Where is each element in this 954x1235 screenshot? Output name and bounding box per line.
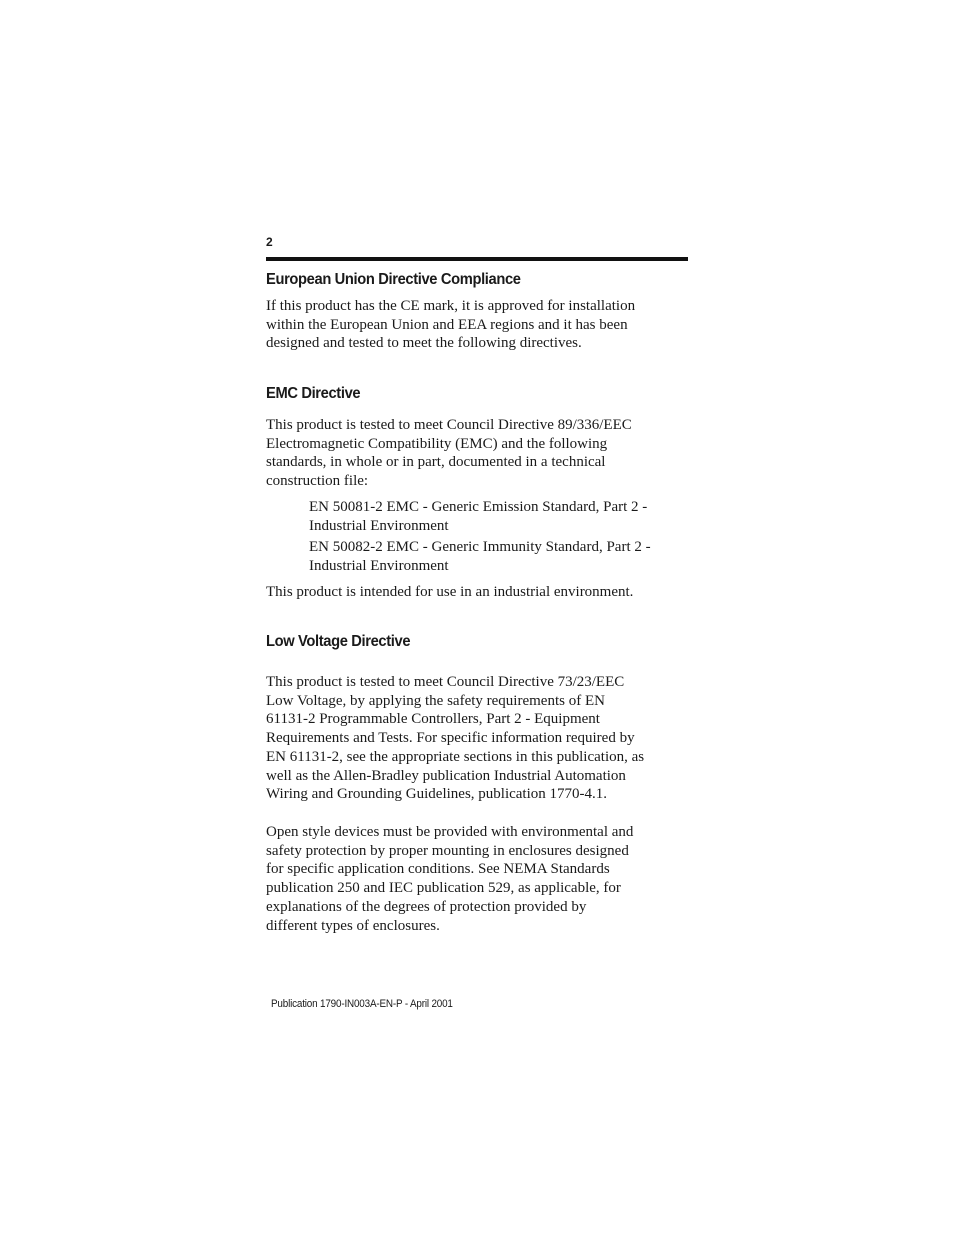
page-number: 2	[266, 235, 273, 249]
emc-directive-closing: This product is intended for use in an industrial environment.	[266, 584, 634, 600]
enclosure-body: Open style devices must be provided with environmental and safety protection by proper mounting in enclosures designed for specific application conditions. See NEMA Standards publication 250 and IEC publication 529, as applicable, for explanations of the degrees of protection provided by different types of enclosures.	[266, 824, 634, 934]
emc-standard-item: EN 50082-2 EMC - Generic Immunity Standard, Part 2 - Industrial Environment	[309, 539, 651, 574]
publication-footer: Publication 1790-IN003A-EN-P - April 2001	[271, 998, 453, 1010]
low-voltage-body: This product is tested to meet Council Directive 73/23/EEC Low Voltage, by applying the safety requirements of EN 61131-2 Programmable Controllers, Part 2 - Equipment Requirements and Tests. For specific information required by EN 61131-2, see the appropriate sections in this publication, as well as the Allen-Bradley publication Industrial Automation Wiring and Grounding Guidelines, publication 1770-4.1.	[266, 674, 645, 803]
emc-standard-item: EN 50081-2 EMC - Generic Emission Standard, Part 2 - Industrial Environment	[309, 499, 648, 534]
emc-directive-intro: This product is tested to meet Council Directive 89/336/EEC Electromagnetic Compatibility (EMC) and the following standards, in whole or in part, documented in a technical construction file:	[266, 417, 632, 490]
eu-compliance-heading: European Union Directive Compliance	[266, 271, 521, 288]
eu-compliance-body: If this product has the CE mark, it is approved for installation within the European Union and EEA regions and it has been designed and tested to meet the following directives.	[266, 298, 636, 352]
emc-directive-heading: EMC Directive	[266, 385, 361, 402]
header-rule	[266, 257, 688, 261]
low-voltage-heading: Low Voltage Directive	[266, 633, 411, 650]
